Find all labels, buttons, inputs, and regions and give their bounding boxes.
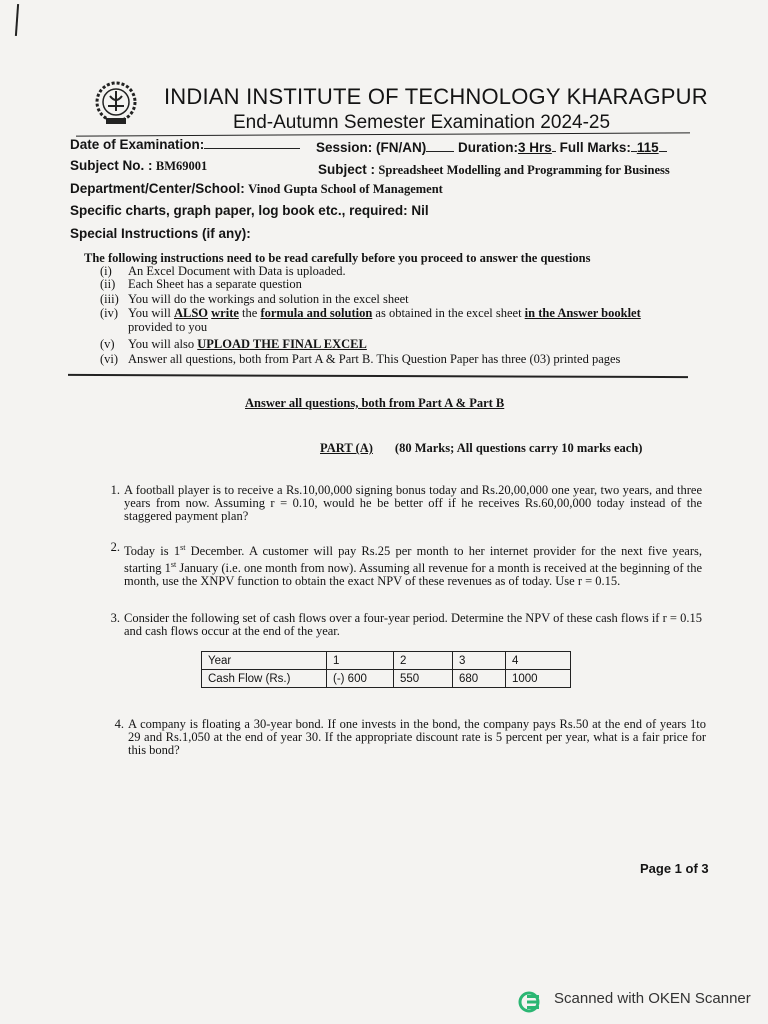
subject-label: Subject :: [318, 162, 376, 177]
table-cell: Year: [202, 652, 327, 670]
instruction-num: (iv): [100, 306, 119, 320]
table-cell: 1: [327, 652, 394, 670]
write-emphasis: write: [211, 306, 239, 320]
instruction-num: (i): [100, 264, 112, 278]
instruction-text: Answer all questions, both from Part A & Part B. This Question Paper has three (03) printed pages: [128, 352, 621, 366]
marks-blank-right: [659, 151, 667, 152]
department-value: Vinod Gupta School of Management: [248, 182, 443, 196]
session-label: Session: (FN/AN): [316, 140, 427, 155]
iit-kharagpur-logo: [92, 78, 140, 128]
table-cell: 1000: [506, 670, 571, 688]
instruction-item: [100, 277, 302, 292]
charts-row: [70, 203, 429, 218]
instruction-text: Each Sheet has a separate question: [128, 277, 302, 291]
upload-emphasis: UPLOAD THE FINAL EXCEL: [197, 337, 367, 351]
instruction-num: (ii): [100, 277, 116, 291]
instruction-continuation: provided to you: [128, 320, 208, 334]
institute-name: INDIAN INSTITUTE OF TECHNOLOGY KHARAGPUR: [164, 84, 708, 109]
special-instructions-label: Special Instructions (if any):: [70, 226, 251, 241]
header-rule: [76, 132, 690, 136]
also-emphasis: ALSO: [173, 306, 209, 320]
instruction-text: An Excel Document with Data is uploaded.: [128, 264, 346, 278]
charts-label: Specific charts, graph paper, log book etc., required:: [70, 203, 408, 218]
q2-sup-b: st: [170, 560, 177, 570]
marks-value: 115: [636, 140, 659, 155]
q2-part-c: January (i.e. one month from now). Assuming all revenue for a month is received at the beginning of the month, use the XNPV function to obtain the exact NPV of these revenues as of today. Use r = 0.15.: [124, 561, 702, 589]
subject-no-value: BM69001: [155, 159, 208, 173]
answer-all-heading: Answer all questions, both from Part A & Part B: [245, 396, 505, 410]
instruction-text: You will also: [128, 337, 195, 351]
table-row: [202, 670, 571, 688]
pen-mark: [15, 4, 19, 36]
page-number: Page 1 of 3: [640, 861, 709, 876]
instruction-text: You will do the workings and solution in the excel sheet: [128, 292, 409, 306]
instruction-num: (v): [100, 337, 115, 351]
part-a-heading: [320, 441, 642, 456]
table-cell: 680: [453, 670, 506, 688]
table-cell: Cash Flow (Rs.): [202, 670, 327, 688]
duration-value: 3 Hrs: [518, 140, 552, 155]
instruction-text: the: [242, 306, 258, 320]
part-a-label: PART (A): [320, 441, 373, 455]
booklet-emphasis: in the Answer booklet: [524, 306, 641, 320]
question-text: A football player is to receive a Rs.10,00,000 signing bonus today and Rs.20,00,000 one year, two years, and three years from now. Assuming r = 0.10, would he be better off if he receives Rs.60,00,000 today instead of the staggered payment plan?: [124, 483, 702, 523]
exam-title: End-Autumn Semester Examination 2024-25: [233, 112, 611, 133]
section-rule: [68, 374, 688, 378]
question-number: 1.: [110, 483, 120, 497]
instruction-item: [100, 306, 641, 321]
formula-emphasis: formula and solution: [260, 306, 373, 320]
instruction-item: [100, 352, 620, 367]
question-text: A company is floating a 30-year bond. If one invests in the bond, the company pays Rs.50 at the end of years 1to 29 and Rs.1,050 at the end of year 30. If the appropriate discount rate is 5 percent per year, what is a fair price for this bond?: [128, 717, 706, 757]
scanner-watermark: Scanned with OKEN Scanner: [554, 990, 751, 1007]
instruction-item: [100, 337, 367, 352]
session-row: [316, 140, 667, 155]
subject-row: [318, 162, 670, 178]
table-cell: 550: [394, 670, 453, 688]
q2-part-a: Today is 1: [124, 544, 181, 559]
duration-label: Duration:: [458, 140, 519, 155]
instruction-text: You will: [128, 306, 171, 320]
instruction-num: (vi): [100, 352, 119, 366]
cash-flow-table: [201, 651, 571, 688]
table-header-row: [202, 652, 571, 670]
department-row: [70, 181, 443, 197]
question-number: 2.: [110, 540, 120, 554]
question-number: 4.: [114, 717, 124, 731]
table-cell: 4: [506, 652, 571, 670]
question-text: [124, 541, 702, 588]
table-cell: (-) 600: [327, 670, 394, 688]
department-label: Department/Center/School:: [70, 181, 245, 196]
date-label: Date of Examination:: [70, 137, 205, 152]
marks-label: Full Marks:: [559, 140, 631, 155]
subject-no-row: [70, 158, 207, 174]
duration-blank: [552, 151, 556, 152]
instructions-heading: The following instructions need to be read carefully before you proceed to answer the questions: [84, 251, 591, 265]
oken-scanner-logo-icon: [518, 991, 540, 1013]
instruction-item: [100, 292, 409, 307]
subject-no-label: Subject No. :: [70, 158, 153, 173]
charts-value: Nil: [411, 203, 429, 218]
table-cell: 3: [453, 652, 506, 670]
table-cell: 2: [394, 652, 453, 670]
instruction-num: (iii): [100, 292, 119, 306]
q2-part-b: December. A customer will pay Rs.25 per month to her internet provider for the next five years, starting 1: [124, 544, 702, 576]
question-text: Consider the following set of cash flows over a four-year period. Determine the NPV of these cash flows if r = 0.15 and cash flows occur at the end of the year.: [124, 611, 702, 638]
instruction-text: as obtained in the excel sheet: [375, 306, 522, 320]
session-blank: [426, 151, 454, 152]
question-number: 3.: [110, 611, 120, 625]
subject-value: Spreadsheet Modelling and Programming for Business: [378, 163, 670, 177]
q2-sup-a: st: [180, 543, 186, 552]
part-a-note: (80 Marks; All questions carry 10 marks each): [394, 441, 643, 455]
date-row: [70, 137, 300, 152]
date-blank: [204, 148, 300, 149]
